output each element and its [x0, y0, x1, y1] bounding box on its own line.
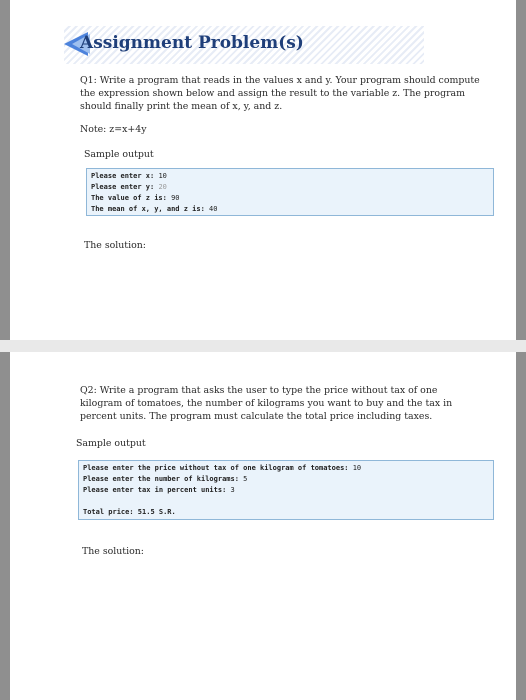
console-line-3: The value of z is: 90	[91, 194, 180, 202]
solution-label-2: The solution:	[82, 546, 144, 557]
console-line-2: Please enter y: 20	[91, 183, 167, 191]
page-2	[14, 352, 512, 700]
question-1-text: Q1: Write a program that reads in the values x and y. Your program should compute the expression shown below and assign the result to the variable z. The program should finally print the mean of x, y, and z.	[80, 75, 480, 112]
sample-output-label-1: Sample output	[84, 149, 154, 160]
sample-output-box-2	[78, 460, 494, 520]
page-title: Assignment Problem(s)	[80, 33, 304, 53]
console-line-1: Please enter x: 10	[91, 172, 167, 180]
note-text: Note: z=x+4y	[80, 124, 147, 135]
left-margin-bar-bottom	[0, 352, 10, 700]
console-line-total: Total price: 51.5 S.R.	[83, 508, 176, 516]
sample-output-label-2: Sample output	[76, 438, 146, 449]
page-gap	[0, 340, 526, 352]
page-1	[14, 0, 512, 340]
console-line-3: Please enter tax in percent units: 3	[83, 486, 235, 494]
console-line-blank	[83, 496, 489, 507]
solution-label-1: The solution:	[84, 240, 146, 251]
console-line-2: Please enter the number of kilograms: 5	[83, 475, 248, 483]
sample-output-box-1	[86, 168, 494, 216]
right-margin-bar-bottom	[516, 352, 526, 700]
question-2-text: Q2: Write a program that asks the user to type the price without tax of one kilogram of tomatoes, the number of kilograms you want to buy and the tax in percent units. The program must calculate the total price including taxes.	[80, 385, 453, 422]
left-margin-bar-top	[0, 0, 10, 340]
right-margin-bar-top	[516, 0, 526, 340]
console-line-1: Please enter the price without tax of one kilogram of tomatoes: 10	[83, 464, 362, 472]
console-line-4: The mean of x, y, and z is: 40	[91, 205, 218, 213]
